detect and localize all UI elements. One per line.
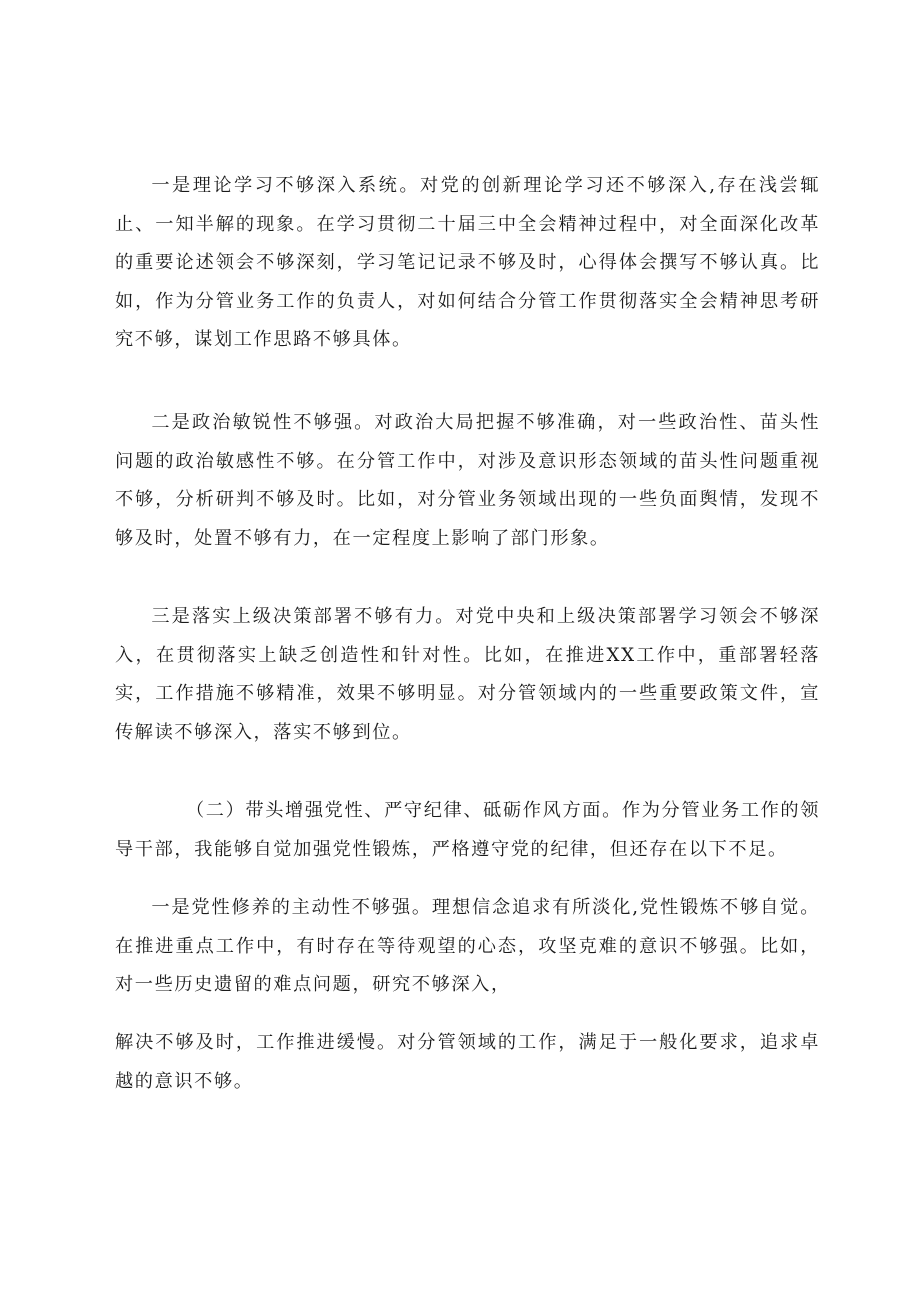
paragraph-decision-implementation <box>115 598 820 752</box>
paragraph-text: 二是政治敏锐性不够强。对政治大局把握不够准确，对一些政治性、苗头性问题的政治敏感性不够。在分管工作中，对涉及意识形态领域的苗头性问题重视不够，分析研判不够及时。比如，对分管业务领域出现的一些负面舆情，发现不够及时，处置不够有力，在一定程度上影响了部门形象。 <box>115 412 820 549</box>
paragraph-text: （二）带头增强党性、严守纪律、砥砺作风方面。作为分管业务工作的领导干部，我能够自觉加强党性锻炼，严格遵守党的纪律，但还存在以下不足。 <box>115 800 820 860</box>
section-heading-party-spirit <box>115 792 820 869</box>
paragraph-text: 解决不够及时，工作推进缓慢。对分管领域的工作，满足于一般化要求，追求卓越的意识不够。 <box>115 1032 820 1092</box>
paragraph-text: 一是党性修养的主动性不够强。理想信念追求有所淡化,党性锻炼不够自觉。在推进重点工作中，有时存在等待观望的心态，攻坚克难的意识不够强。比如，对一些历史遗留的难点问题，研究不够深入， <box>115 897 820 995</box>
paragraph-party-cultivation <box>115 889 820 1005</box>
paragraph-party-cultivation-continued <box>115 1024 820 1101</box>
paragraph-text: 三是落实上级决策部署不够有力。对党中央和上级决策部署学习领会不够深入，在贯彻落实上缺乏创造性和针对性。比如，在推进XX工作中，重部署轻落实，工作措施不够精准，效果不够明显。对分管领域内的一些重要政策文件，宣传解读不够深入，落实不够到位。 <box>115 606 820 743</box>
paragraph-political-sensitivity <box>115 404 820 558</box>
paragraph-theory-study <box>115 167 820 360</box>
paragraph-text: 一是理论学习不够深入系统。对党的创新理论学习还不够深入,存在浅尝辄止、一知半解的现象。在学习贯彻二十届三中全会精神过程中，对全面深化改革的重要论述领会不够深刻，学习笔记记录不够及时，心得体会撰写不够认真。比如，作为分管业务工作的负责人，对如何结合分管工作贯彻落实全会精神思考研究不够，谋划工作思路不够具体。 <box>115 175 820 350</box>
